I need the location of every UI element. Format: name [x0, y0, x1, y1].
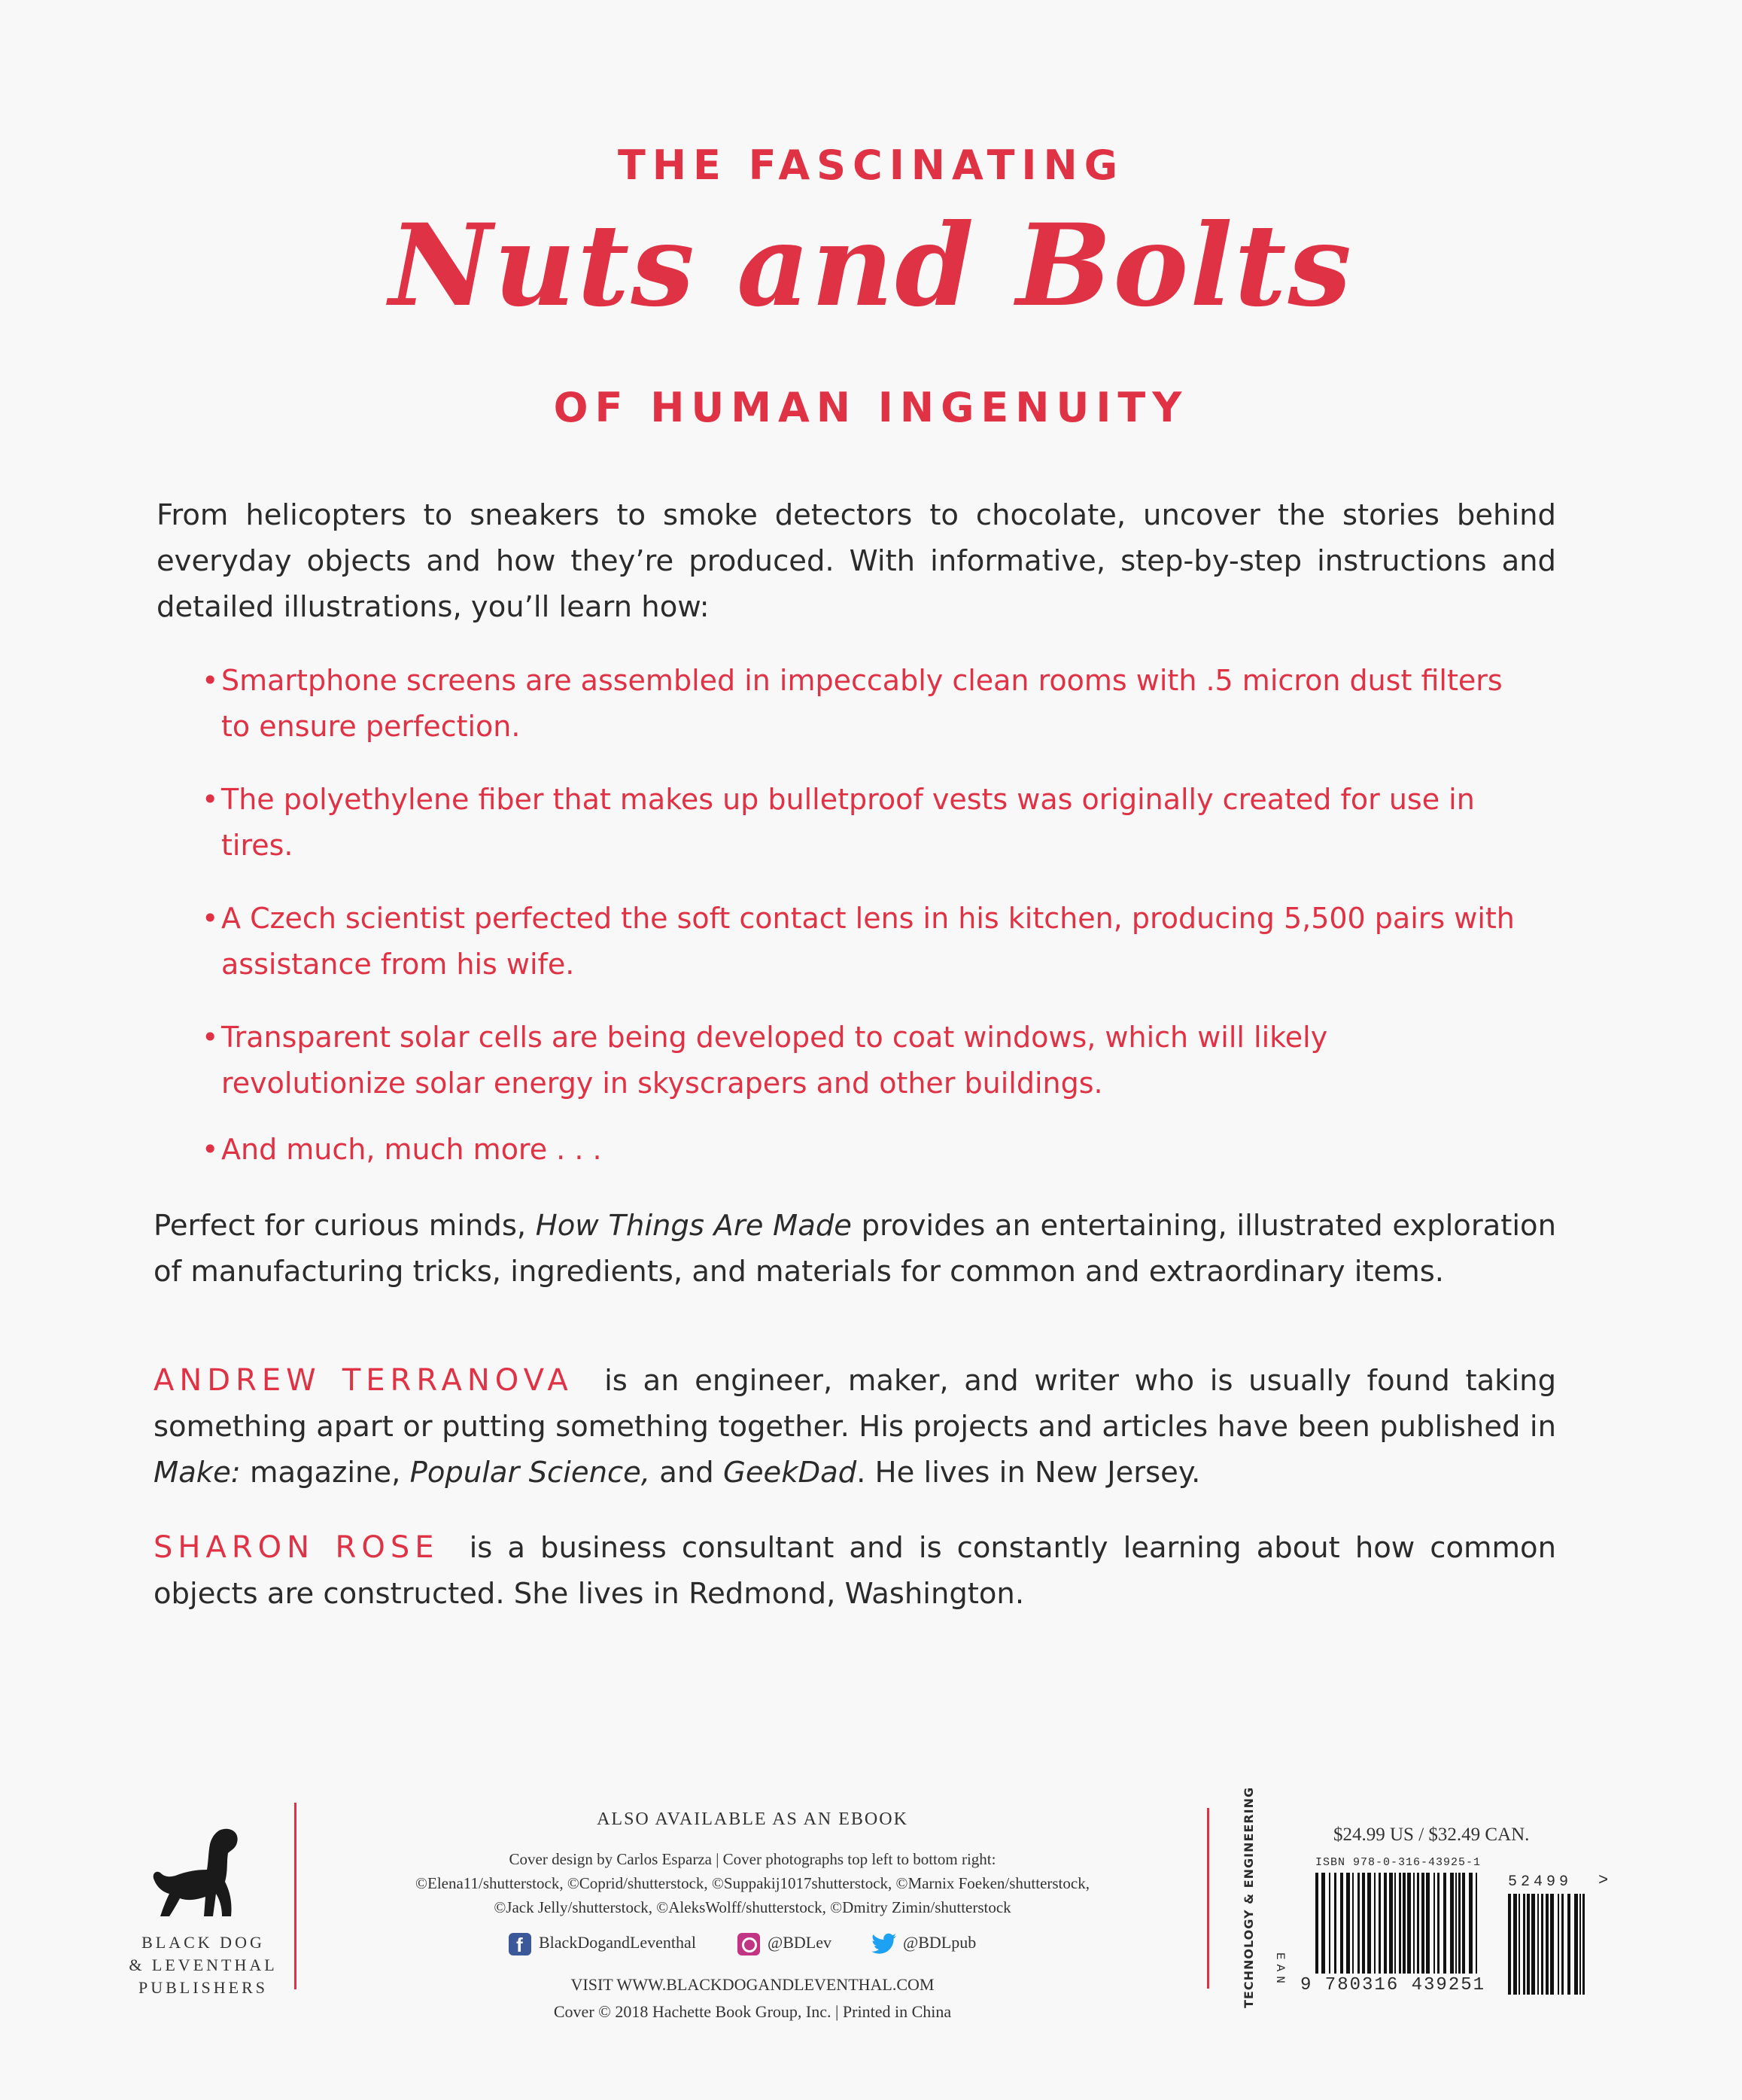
- barcode-bar: [1537, 1894, 1539, 1995]
- barcode-bar: [1579, 1894, 1581, 1995]
- bio-part: . He lives in New Jersey.: [856, 1456, 1201, 1490]
- facebook-link[interactable]: [509, 1933, 700, 1956]
- bio-part-italic: GeekDad: [722, 1456, 857, 1490]
- copyright-line: Cover © 2018 Hachette Book Group, Inc. | Printed in China: [553, 2002, 952, 2021]
- barcode-bar: [1346, 1873, 1350, 1974]
- barcode-bar: [1443, 1873, 1446, 1974]
- summary-book-title: How Things Are Made: [535, 1209, 852, 1243]
- instagram-icon: [737, 1933, 760, 1955]
- book-title-script: Nuts and Bolts: [388, 199, 1354, 332]
- dog-logo-icon: [147, 1825, 252, 1922]
- bio-part-italic: Make:: [154, 1456, 241, 1490]
- barcode-bar: [1367, 1873, 1371, 1974]
- photo-credits-line: ©Jack Jelly/shutterstock, ©AleksWolff/shutterstock, ©Dmitry Zimin/shutterstock: [494, 1898, 1011, 1916]
- ean-label-container: [1270, 1915, 1293, 1988]
- author-name: SHARON ROSE: [154, 1530, 439, 1565]
- barcode-bar: [1582, 1894, 1585, 1995]
- website-link[interactable]: VISIT WWW.BLACKDOGANDLEVENTHAL.COM: [570, 1975, 935, 1994]
- barcode-bar: [1523, 1894, 1525, 1995]
- cover-design-line: Cover design by Carlos Esparza | Cover photographs top left to bottom right:: [509, 1850, 996, 1868]
- summary-before: Perfect for curious minds,: [154, 1209, 536, 1243]
- barcode-bar: [1519, 1894, 1520, 1995]
- ebook-note: ALSO AVAILABLE AS AN EBOOK: [597, 1809, 908, 1829]
- bullet-item: [202, 896, 1516, 988]
- bullet-marker: •: [202, 1021, 219, 1054]
- barcode-bar: [1458, 1873, 1461, 1974]
- summary-paragraph: [154, 1203, 1556, 1295]
- ean-label: EAN: [1273, 1952, 1287, 1988]
- ean-barcode: [1315, 1873, 1481, 1974]
- barcode-bar: [1362, 1873, 1365, 1974]
- divider-line: [294, 1803, 296, 1989]
- barcode-bar: [1546, 1894, 1549, 1995]
- bullet-text: The polyethylene fiber that makes up bulletproof vests was originally created for use in tires.: [221, 783, 1475, 862]
- barcode-bar: [1413, 1873, 1415, 1974]
- barcode-bar: [1450, 1873, 1454, 1974]
- bullet-item: [202, 658, 1516, 750]
- photo-credits-line: ©Elena11/shutterstock, ©Coprid/shutterstock, ©Suppakij1017shutterstock, ©Marnix Foeken/shutterstock,: [415, 1874, 1090, 1892]
- barcode-bar: [1437, 1873, 1440, 1974]
- barcode-bar: [1352, 1873, 1354, 1974]
- barcode-bar: [1433, 1873, 1435, 1974]
- publisher-line: BLACK DOG: [141, 1933, 265, 1952]
- barcode-bar: [1541, 1894, 1543, 1995]
- isbn: ISBN 978-0-316-43925-1: [1315, 1856, 1482, 1869]
- barcode-bar: [1567, 1894, 1570, 1995]
- bio-part: and: [650, 1456, 723, 1490]
- barcode-bar: [1421, 1873, 1424, 1974]
- category-label: TECHNOLOGY & ENGINEERING: [1242, 1786, 1256, 2008]
- summary-after: provides an entertaining, illustrated exploration of manufacturing tricks, ingredients, and materials for common and extraordinary items.: [154, 1209, 1556, 1289]
- barcode-bar: [1462, 1873, 1465, 1974]
- barcode-bar: [1426, 1873, 1430, 1974]
- bullet-text: Transparent solar cells are being developed to coat windows, which will likely revolutionize solar energy in skyscrapers and other buildings.: [221, 1021, 1328, 1100]
- barcode-digits: 9 780316 439251: [1300, 1975, 1486, 1995]
- barcode-bar: [1558, 1894, 1559, 1995]
- barcode-bar: [1550, 1894, 1554, 1995]
- barcode-bar: [1574, 1894, 1578, 1995]
- barcode-bar: [1334, 1873, 1336, 1974]
- barcode-bar: [1508, 1894, 1511, 1995]
- bullet-marker: •: [202, 783, 219, 816]
- barcode-bar: [1417, 1873, 1419, 1974]
- publisher-line: & LEVENTHAL: [129, 1955, 278, 1974]
- bio-part: magazine,: [240, 1456, 410, 1490]
- publisher-name: [113, 1931, 293, 1999]
- kicker-bottom: OF HUMAN INGENUITY: [553, 384, 1189, 431]
- barcode-bar: [1527, 1894, 1530, 1995]
- intro-paragraph: From helicopters to sneakers to smoke detectors to chocolate, uncover the stories behind everyday objects and how they’re produced. With informative, step-by-step instructions and detailed illustrations, you’ll learn how:: [157, 498, 1556, 624]
- social-links: [509, 1933, 976, 1955]
- barcode-bar: [1476, 1873, 1477, 1974]
- bio-part: is an engineer, maker, and writer who is usually found taking something apart or putting something together. His projects and articles have been published in: [154, 1364, 1557, 1444]
- barcode-bar: [1321, 1873, 1325, 1974]
- barcode-bar: [1357, 1873, 1360, 1974]
- instagram-handle: @BDLev: [767, 1933, 831, 1952]
- bullet-item: [202, 777, 1516, 869]
- barcode-bar: [1407, 1873, 1411, 1974]
- facebook-icon: f: [509, 1933, 531, 1955]
- barcode-bar: [1394, 1873, 1396, 1974]
- author-bio-sharon: [154, 1525, 1556, 1617]
- publisher-line: PUBLISHERS: [138, 1978, 269, 1997]
- bio-part-italic: Popular Science,: [409, 1456, 651, 1490]
- bullet-item: [202, 1015, 1516, 1106]
- facebook-handle: BlackDogandLeventhal: [539, 1933, 696, 1952]
- barcode-bar: [1384, 1873, 1387, 1974]
- addon-arrow: >: [1598, 1871, 1609, 1890]
- barcode-bar: [1340, 1873, 1343, 1974]
- bullet-marker: •: [202, 664, 219, 697]
- barcode-bar: [1315, 1873, 1318, 1974]
- author-bio-andrew: [154, 1358, 1556, 1496]
- barcode-bar: [1531, 1894, 1535, 1995]
- twitter-handle: @BDLpub: [902, 1933, 977, 1952]
- twitter-icon: [873, 1933, 895, 1955]
- instagram-link[interactable]: [737, 1933, 836, 1952]
- author-name: ANDREW TERRANOVA: [154, 1363, 573, 1398]
- barcode-bar: [1374, 1873, 1376, 1974]
- bullet-text: Smartphone screens are assembled in impeccably clean rooms with .5 micron dust filters to ensure perfection.: [221, 664, 1503, 743]
- price: $24.99 US / $32.49 CAN.: [1333, 1825, 1530, 1845]
- bio-part: is a business consultant and is constantly learning about how common objects are constructed. She lives in Redmond, Washington.: [154, 1531, 1556, 1611]
- barcode-bar: [1379, 1873, 1381, 1974]
- bullet-marker: •: [202, 1133, 219, 1166]
- bullet-marker: •: [202, 902, 219, 935]
- barcode-bar: [1329, 1873, 1330, 1974]
- barcode-bar: [1403, 1873, 1406, 1974]
- divider-line: [1207, 1808, 1209, 1989]
- kicker-top: THE FASCINATING: [617, 142, 1125, 189]
- bullet-text: A Czech scientist perfected the soft contact lens in his kitchen, producing 5,500 pairs with assistance from his wife.: [221, 902, 1515, 981]
- barcode-bar: [1455, 1873, 1457, 1974]
- barcode-bar: [1469, 1873, 1473, 1974]
- barcode-bar: [1513, 1894, 1517, 1995]
- barcode-bar: [1399, 1873, 1401, 1974]
- addon-digits: 52499: [1508, 1873, 1573, 1891]
- barcode-bar: [1389, 1873, 1393, 1974]
- bullet-text: And much, much more . . .: [221, 1133, 602, 1166]
- bullet-item: [202, 1127, 1516, 1173]
- cover-credits: [316, 1847, 1189, 1919]
- category-label-container: [1227, 1786, 1257, 2008]
- barcode-bar: [1561, 1894, 1564, 1995]
- twitter-link[interactable]: [873, 1933, 976, 1952]
- addon-barcode: [1508, 1894, 1589, 1995]
